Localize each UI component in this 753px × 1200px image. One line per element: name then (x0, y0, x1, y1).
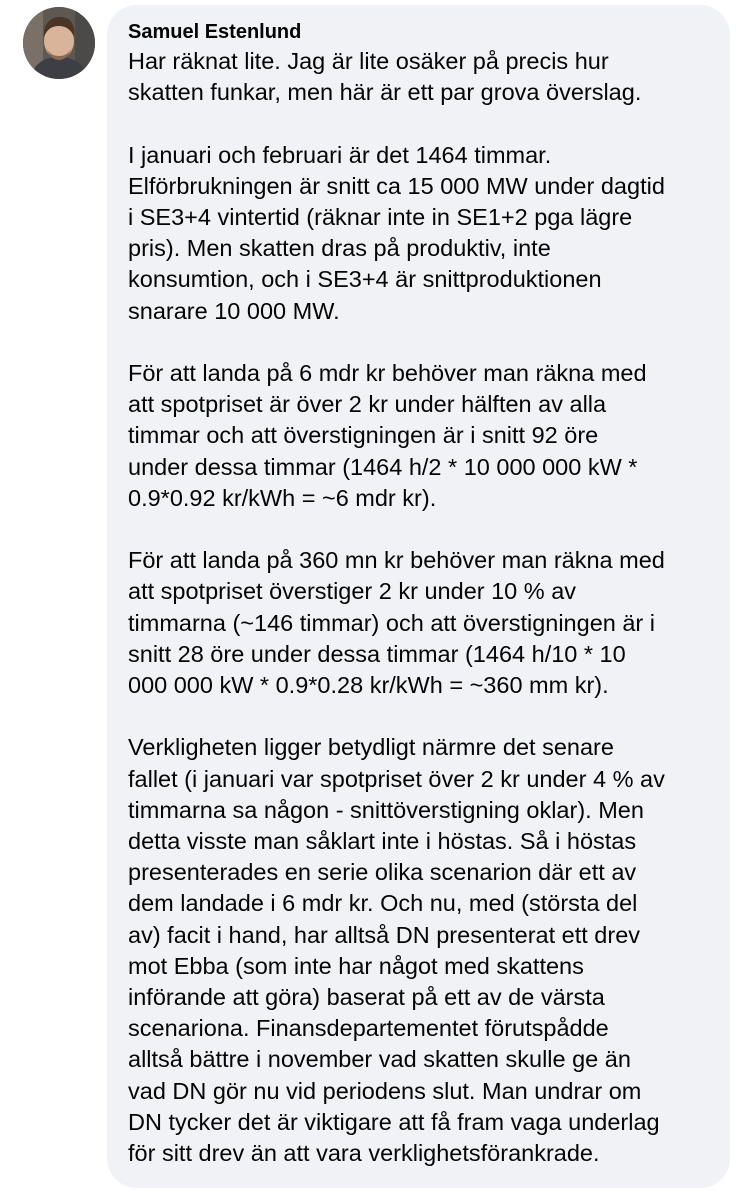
comment-line: mot Ebba (som inte har något med skattens (128, 952, 584, 979)
comment-line: införande att göra) baserat på ett av de värsta (128, 984, 605, 1011)
comment-paragraph-2 (128, 140, 710, 327)
comment-line: 000 000 kW * 0.9*0.28 kr/kWh = ~360 mm kr). (128, 672, 609, 699)
comment-paragraph-3 (128, 358, 710, 514)
comment-paragraph-1 (128, 46, 710, 108)
comment-line: fallet (i januari var spotpriset över 2 kr under 4 % av (128, 765, 665, 792)
comment-line: under dessa timmar (1464 h/2 * 10 000 000 kW * (128, 453, 638, 480)
comment-line: att spotpriset överstiger 2 kr under 10 % av (128, 578, 577, 605)
comment-line: vad DN gör nu vid periodens slut. Man undrar om (128, 1077, 642, 1104)
comment-line: pris). Men skatten dras på produktiv, inte (128, 235, 551, 262)
comment-line: Elförbrukningen är snitt ca 15 000 MW under dagtid (128, 172, 665, 199)
comment-line: detta visste man såklart inte i höstas. Så i höstas (128, 828, 637, 855)
comment-line: timmarna sa någon - snittöverstigning oklar). Men (128, 796, 644, 823)
comment-line: timmarna (~146 timmar) och att överstigningen är i (128, 609, 656, 636)
comment-bubble (107, 5, 730, 1188)
comment-paragraph-5 (128, 732, 710, 1169)
comment-line: konsumtion, och i SE3+4 är snittproduktionen (128, 266, 602, 293)
comment-author[interactable]: Samuel Estenlund (128, 21, 302, 43)
comment-line: För att landa på 360 mn kr behöver man räkna med (128, 547, 665, 574)
comment-paragraph-4 (128, 545, 710, 701)
paragraph-gap (128, 108, 710, 139)
comment-line: 0.9*0.92 kr/kWh = ~6 mdr kr). (128, 484, 437, 511)
comment-line: presenterades en serie olika scenarion där ett av (128, 859, 637, 886)
comment-line: i SE3+4 vintertid (räknar inte in SE1+2 pga lägre (128, 204, 633, 230)
comment-line: dem landade i 6 mdr kr. Och nu, med (största del (128, 890, 638, 917)
paragraph-gap (128, 327, 710, 358)
comment-line: snarare 10 000 MW. (128, 297, 340, 324)
comment-line: Verkligheten ligger betydligt närmre det senare (128, 734, 614, 761)
comment-line: timmar och att överstigningen är i snitt 92 öre (128, 422, 599, 449)
comment-line: för sitt drev än att vara verklighetsförankrade. (128, 1140, 600, 1167)
comment-line: att spotpriset är över 2 kr under hälften av alla (128, 391, 607, 418)
comment-line: DN tycker det är viktigare att få fram vaga underlag (128, 1108, 660, 1135)
user-avatar-icon (23, 7, 95, 79)
comment-line: I januari och februari är det 1464 timmar. (128, 141, 552, 168)
paragraph-gap (128, 514, 710, 545)
comment-line: Har räknat lite. Jag är lite osäker på precis hur (128, 48, 609, 74)
avatar[interactable] (23, 7, 95, 79)
comment-line: alltså bättre i november vad skatten skulle ge än (128, 1046, 631, 1073)
comment-line: För att landa på 6 mdr kr behöver man räkna med (128, 360, 647, 386)
comment-line: scenariona. Finansdepartementet förutspådde (128, 1015, 609, 1042)
paragraph-gap (128, 701, 710, 732)
comment-line: av) facit i hand, har alltså DN presenterat ett drev (128, 921, 641, 948)
comment-line: skatten funkar, men här är ett par grova överslag. (128, 79, 642, 106)
comment-line: snitt 28 öre under dessa timmar (1464 h/10 * 10 (128, 640, 626, 667)
